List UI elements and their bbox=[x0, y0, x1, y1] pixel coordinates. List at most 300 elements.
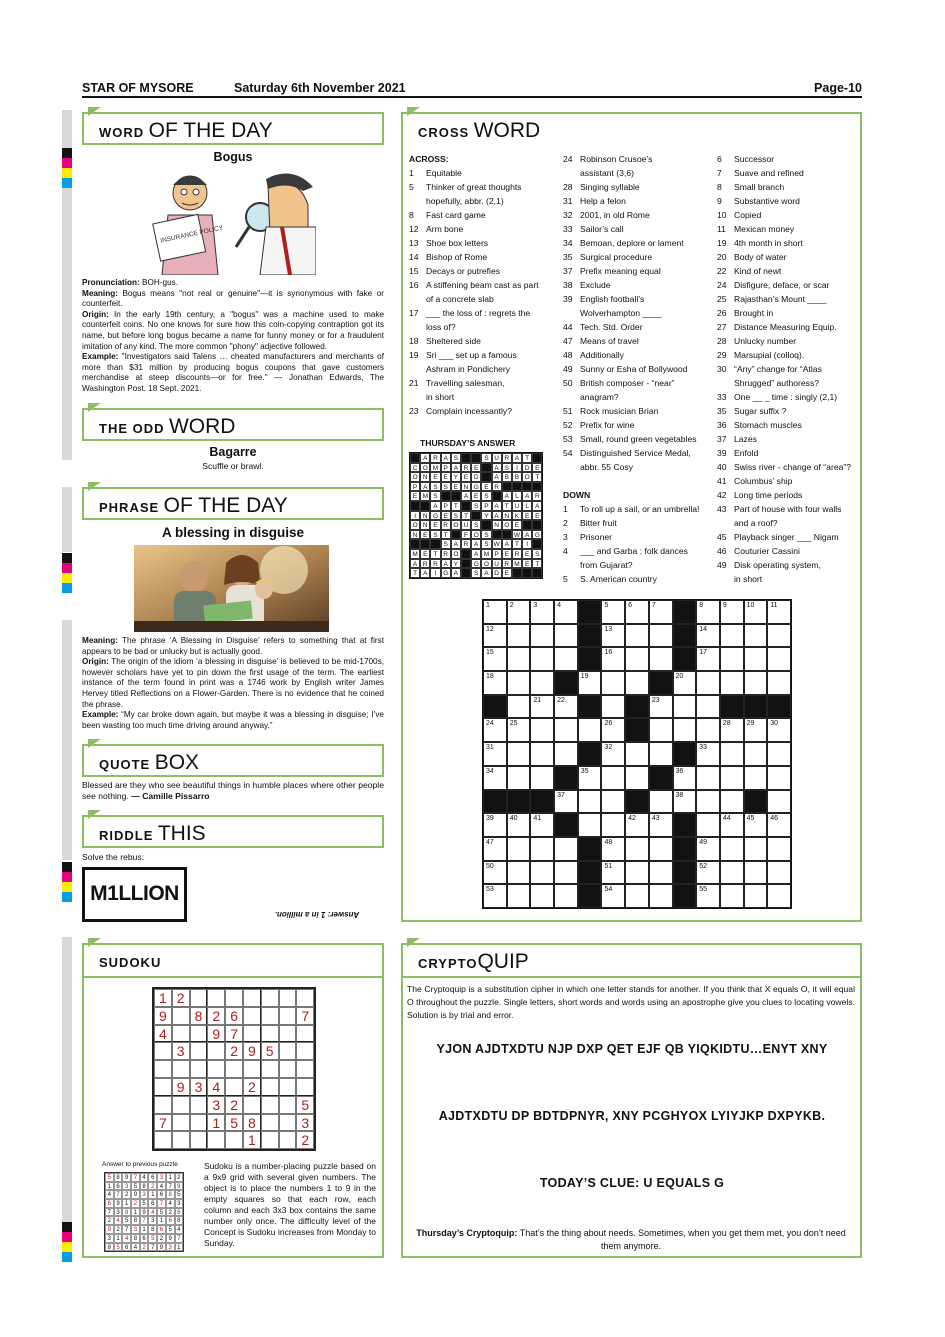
sudoku-cell[interactable] bbox=[207, 1042, 225, 1060]
crossword-cell[interactable] bbox=[507, 813, 531, 837]
cell-number: 13 bbox=[604, 625, 613, 633]
crossword-cell[interactable] bbox=[720, 861, 744, 885]
crossword-cell[interactable] bbox=[578, 718, 602, 742]
answer-cell: 3 bbox=[105, 1234, 114, 1243]
crossword-cell[interactable] bbox=[744, 813, 768, 837]
cell-number: 32 bbox=[604, 744, 613, 752]
crossword-cell[interactable] bbox=[601, 718, 625, 742]
sudoku-cell[interactable] bbox=[296, 1078, 314, 1096]
answer-cell: I bbox=[430, 568, 440, 578]
answer-cell: 2 bbox=[148, 1182, 157, 1191]
answer-cell: O bbox=[410, 520, 420, 530]
crossword-cell[interactable] bbox=[625, 624, 649, 648]
sudoku-cell[interactable]: 7 bbox=[296, 1007, 314, 1025]
clue bbox=[717, 474, 859, 488]
crossword-cell[interactable] bbox=[601, 790, 625, 814]
answer-cell: 5 bbox=[114, 1243, 123, 1252]
crossword-cell[interactable] bbox=[601, 647, 625, 671]
header-small: CRYPTO bbox=[418, 956, 478, 971]
sudoku-cell[interactable]: 6 bbox=[225, 1007, 243, 1025]
sudoku-cell[interactable] bbox=[172, 1131, 190, 1149]
crossword-cell[interactable] bbox=[673, 718, 697, 742]
crossword-cell[interactable] bbox=[507, 861, 531, 885]
crossword-cell[interactable] bbox=[554, 718, 578, 742]
crossword-cell[interactable] bbox=[744, 647, 768, 671]
crossword-cell[interactable] bbox=[744, 884, 768, 908]
crossword-cell[interactable] bbox=[483, 884, 507, 908]
crossword-cell[interactable] bbox=[696, 813, 720, 837]
clue bbox=[409, 278, 559, 292]
crossword-cell[interactable] bbox=[507, 742, 531, 766]
crossword-cell[interactable] bbox=[673, 790, 697, 814]
answer-cell: F bbox=[461, 530, 471, 540]
crossword-cell[interactable] bbox=[720, 766, 744, 790]
sudoku-cell[interactable]: 1 bbox=[243, 1131, 261, 1149]
answer-cell: W bbox=[492, 539, 502, 549]
sudoku-cell[interactable] bbox=[172, 1025, 190, 1043]
crossword-cell[interactable] bbox=[483, 600, 507, 624]
answer-cell: R bbox=[430, 559, 440, 569]
sudoku-cell[interactable] bbox=[207, 1060, 225, 1078]
answer-cell: 2 bbox=[105, 1216, 114, 1225]
sudoku-cell[interactable]: 3 bbox=[190, 1078, 208, 1096]
crossword-cell[interactable] bbox=[696, 884, 720, 908]
crossword-cell[interactable] bbox=[601, 837, 625, 861]
clue-number: 8 bbox=[409, 210, 414, 220]
crossword-cell[interactable] bbox=[696, 718, 720, 742]
sudoku-cell[interactable] bbox=[190, 1060, 208, 1078]
clue-number: 49 bbox=[563, 364, 573, 374]
sudoku-cell[interactable]: 3 bbox=[296, 1114, 314, 1132]
sudoku-cell[interactable]: 8 bbox=[190, 1007, 208, 1025]
sudoku-cell[interactable] bbox=[225, 989, 243, 1007]
crossword-cell[interactable] bbox=[530, 884, 554, 908]
sudoku-cell[interactable]: 3 bbox=[172, 1042, 190, 1060]
sudoku-cell[interactable]: 5 bbox=[225, 1114, 243, 1132]
sudoku-cell[interactable] bbox=[296, 989, 314, 1007]
cell-number: 41 bbox=[533, 815, 542, 823]
sudoku-cell[interactable] bbox=[154, 1131, 172, 1149]
clue bbox=[717, 334, 859, 348]
clue-number: 48 bbox=[563, 350, 573, 360]
clue bbox=[563, 432, 713, 446]
sudoku-cell[interactable]: 9 bbox=[172, 1078, 190, 1096]
answer-cell: L bbox=[522, 501, 532, 511]
clue bbox=[409, 236, 559, 250]
clue-text: Distance Measuring Equip. bbox=[734, 322, 837, 332]
clue-number: 45 bbox=[717, 532, 727, 542]
sudoku-cell[interactable]: 7 bbox=[154, 1114, 172, 1132]
sudoku-cell[interactable]: 2 bbox=[243, 1078, 261, 1096]
crossword-cell[interactable] bbox=[601, 884, 625, 908]
crossword-cell[interactable] bbox=[483, 647, 507, 671]
crossword-cell[interactable] bbox=[744, 671, 768, 695]
sudoku-cell[interactable] bbox=[279, 989, 297, 1007]
crossword-cell[interactable] bbox=[649, 742, 673, 766]
crossword-cell[interactable] bbox=[530, 742, 554, 766]
sudoku-cell[interactable]: 2 bbox=[172, 989, 190, 1007]
crossword-cell[interactable] bbox=[507, 600, 531, 624]
crossword-cell[interactable] bbox=[530, 671, 554, 695]
sudoku-cell[interactable] bbox=[279, 1131, 297, 1149]
crossword-cell[interactable] bbox=[625, 813, 649, 837]
answer-cell: 7 bbox=[131, 1173, 140, 1182]
answer-cell: 1 bbox=[105, 1182, 114, 1191]
crossword-cell[interactable] bbox=[649, 600, 673, 624]
clue-number: 15 bbox=[409, 266, 419, 276]
sudoku-cell[interactable] bbox=[279, 1025, 297, 1043]
answer-cell: P bbox=[481, 501, 491, 511]
crossword-cell[interactable] bbox=[530, 837, 554, 861]
sudoku-cell[interactable]: 9 bbox=[207, 1025, 225, 1043]
crossword-cell[interactable] bbox=[649, 695, 673, 719]
sudoku-cell[interactable] bbox=[207, 1131, 225, 1149]
answer-cell: 8 bbox=[166, 1190, 175, 1199]
crossword-cell[interactable] bbox=[696, 695, 720, 719]
crossword-cell[interactable] bbox=[601, 861, 625, 885]
crossword-cell[interactable] bbox=[767, 671, 791, 695]
sudoku-cell[interactable] bbox=[261, 1096, 279, 1114]
crossword-cell[interactable] bbox=[507, 647, 531, 671]
crossword-cell[interactable] bbox=[673, 695, 697, 719]
answer-cell: N bbox=[420, 472, 430, 482]
crossword-grid[interactable] bbox=[482, 599, 792, 909]
crossword-cell[interactable] bbox=[673, 671, 697, 695]
crossword-cell[interactable] bbox=[744, 600, 768, 624]
crossword-cell[interactable] bbox=[744, 718, 768, 742]
crossword-cell[interactable] bbox=[530, 600, 554, 624]
sudoku-cell[interactable] bbox=[296, 1042, 314, 1060]
crossword-cell[interactable] bbox=[720, 790, 744, 814]
crossword-cell[interactable] bbox=[507, 766, 531, 790]
sudoku-cell[interactable]: 3 bbox=[207, 1096, 225, 1114]
sudoku-cell[interactable] bbox=[154, 1060, 172, 1078]
sudoku-cell[interactable] bbox=[190, 1042, 208, 1060]
crossword-cell[interactable] bbox=[601, 813, 625, 837]
crossword-cell[interactable] bbox=[696, 624, 720, 648]
crossword-cell[interactable] bbox=[696, 647, 720, 671]
crossword-cell[interactable] bbox=[767, 624, 791, 648]
header-large: OF THE DAY bbox=[163, 494, 288, 517]
crossword-cell[interactable] bbox=[720, 600, 744, 624]
sudoku-cell[interactable] bbox=[154, 1078, 172, 1096]
cell-number: 46 bbox=[770, 815, 779, 823]
crossword-cell[interactable] bbox=[649, 861, 673, 885]
registration-mark bbox=[62, 1222, 72, 1262]
crossword-cell[interactable] bbox=[744, 624, 768, 648]
crossword-cell[interactable] bbox=[530, 861, 554, 885]
crossword-cell[interactable] bbox=[554, 624, 578, 648]
sudoku-cell[interactable] bbox=[261, 1078, 279, 1096]
crossword-cell[interactable] bbox=[696, 600, 720, 624]
crossword-cell[interactable] bbox=[649, 624, 673, 648]
crossword-cell[interactable] bbox=[601, 742, 625, 766]
sudoku-cell[interactable]: 8 bbox=[243, 1114, 261, 1132]
sudoku-cell[interactable] bbox=[243, 1025, 261, 1043]
sudoku-cell[interactable] bbox=[190, 1131, 208, 1149]
crossword-cell[interactable] bbox=[507, 884, 531, 908]
answer-cell: S bbox=[430, 530, 440, 540]
answer-cell: 9 bbox=[166, 1234, 175, 1243]
crossword-cell[interactable] bbox=[625, 884, 649, 908]
answer-cell: 7 bbox=[122, 1225, 131, 1234]
sudoku-cell[interactable] bbox=[279, 1114, 297, 1132]
header-flag bbox=[88, 403, 101, 412]
crossword-cell[interactable] bbox=[649, 884, 673, 908]
crossword-cell[interactable] bbox=[483, 861, 507, 885]
masthead bbox=[82, 80, 862, 98]
answer-cell bbox=[471, 511, 481, 521]
answer-cell: 9 bbox=[140, 1208, 149, 1217]
crossword-cell[interactable] bbox=[625, 766, 649, 790]
crossword-cell[interactable] bbox=[720, 813, 744, 837]
crossword-cell[interactable] bbox=[507, 671, 531, 695]
sudoku-cell[interactable] bbox=[243, 1007, 261, 1025]
answer-cell bbox=[430, 539, 440, 549]
crossword-cell[interactable] bbox=[767, 766, 791, 790]
sudoku-cell[interactable] bbox=[154, 1096, 172, 1114]
crossword-cell[interactable] bbox=[625, 742, 649, 766]
sudoku-cell[interactable] bbox=[172, 1096, 190, 1114]
cell-number: 36 bbox=[675, 767, 684, 775]
sudoku-cell[interactable] bbox=[243, 1060, 261, 1078]
sudoku-cell[interactable] bbox=[279, 1060, 297, 1078]
crossword-cell[interactable] bbox=[578, 790, 602, 814]
sudoku-cell[interactable]: 2 bbox=[296, 1131, 314, 1149]
crossword-cell[interactable] bbox=[601, 600, 625, 624]
sudoku-cell[interactable] bbox=[261, 1060, 279, 1078]
sudoku-cell[interactable] bbox=[261, 1114, 279, 1132]
clue-number: 54 bbox=[563, 448, 573, 458]
crossword-cell[interactable] bbox=[483, 742, 507, 766]
crossword-cell[interactable] bbox=[649, 837, 673, 861]
crossword-cell[interactable] bbox=[601, 766, 625, 790]
sudoku-cell[interactable] bbox=[172, 1114, 190, 1132]
clue bbox=[717, 404, 859, 418]
sudoku-cell[interactable] bbox=[172, 1060, 190, 1078]
crossword-cell[interactable] bbox=[483, 671, 507, 695]
crossword-cell[interactable] bbox=[601, 671, 625, 695]
cell-number: 52 bbox=[699, 862, 707, 870]
answer-cell: S bbox=[451, 453, 461, 463]
sudoku-cell[interactable] bbox=[190, 1025, 208, 1043]
crossword-cell[interactable] bbox=[483, 813, 507, 837]
crossword-cell[interactable] bbox=[673, 766, 697, 790]
answer-cell: 6 bbox=[157, 1190, 166, 1199]
answer-cell: 6 bbox=[114, 1182, 123, 1191]
crossword-cell[interactable] bbox=[696, 742, 720, 766]
clue-number: 50 bbox=[563, 378, 573, 388]
answer-cell: 6 bbox=[148, 1199, 157, 1208]
crossword-cell[interactable] bbox=[625, 837, 649, 861]
crossword-cell[interactable] bbox=[578, 766, 602, 790]
crossword-cell[interactable] bbox=[483, 766, 507, 790]
crossword-cell[interactable] bbox=[649, 718, 673, 742]
crossword-cell[interactable] bbox=[767, 790, 791, 814]
crossword-cell[interactable] bbox=[767, 718, 791, 742]
crossword-cell[interactable] bbox=[578, 671, 602, 695]
crossword-cell[interactable] bbox=[744, 766, 768, 790]
clue-text: Disfigure, deface, or scar bbox=[734, 280, 830, 290]
crossword-cell[interactable] bbox=[625, 647, 649, 671]
sudoku-cell[interactable] bbox=[225, 1078, 243, 1096]
sudoku-cell[interactable] bbox=[225, 1131, 243, 1149]
sudoku-cell[interactable] bbox=[190, 989, 208, 1007]
crossword-cell[interactable] bbox=[744, 861, 768, 885]
clue-number: 40 bbox=[717, 462, 727, 472]
crossword-cell[interactable] bbox=[530, 624, 554, 648]
crossword-cell[interactable] bbox=[720, 671, 744, 695]
answer-cell bbox=[492, 491, 502, 501]
answer-cell bbox=[461, 568, 471, 578]
crossword-cell[interactable] bbox=[696, 861, 720, 885]
sudoku-cell[interactable]: 5 bbox=[296, 1096, 314, 1114]
crossword-cell[interactable] bbox=[530, 695, 554, 719]
cell-number: 35 bbox=[580, 767, 589, 775]
sudoku-cell[interactable] bbox=[225, 1060, 243, 1078]
sudoku-cell[interactable] bbox=[279, 1078, 297, 1096]
crossword-cell[interactable] bbox=[720, 837, 744, 861]
sudoku-cell[interactable] bbox=[154, 1042, 172, 1060]
clue-text: S. American country bbox=[580, 574, 657, 584]
crossword-cell[interactable] bbox=[554, 600, 578, 624]
answer-cell: A bbox=[430, 501, 440, 511]
crossword-cell[interactable] bbox=[483, 718, 507, 742]
crossword-cell[interactable] bbox=[696, 790, 720, 814]
crossword-cell[interactable] bbox=[649, 813, 673, 837]
crossword-cell[interactable] bbox=[720, 647, 744, 671]
crossword-cell[interactable] bbox=[530, 718, 554, 742]
clue bbox=[563, 390, 713, 404]
sudoku-cell[interactable] bbox=[243, 1096, 261, 1114]
sudoku-cell[interactable]: 9 bbox=[243, 1042, 261, 1060]
crossword-cell[interactable] bbox=[483, 837, 507, 861]
crossword-cell[interactable] bbox=[720, 718, 744, 742]
answer-cell bbox=[461, 453, 471, 463]
crossword-cell[interactable] bbox=[530, 813, 554, 837]
crossword-cell[interactable] bbox=[554, 695, 578, 719]
sudoku-cell[interactable] bbox=[243, 989, 261, 1007]
crossword-cell[interactable] bbox=[507, 718, 531, 742]
sudoku-cell[interactable]: 7 bbox=[225, 1025, 243, 1043]
clue-text: Swiss river - change of “area”? bbox=[734, 462, 852, 472]
crossword-cell[interactable] bbox=[507, 624, 531, 648]
clue bbox=[409, 348, 559, 362]
sudoku-cell[interactable]: 9 bbox=[154, 1007, 172, 1025]
black-square bbox=[578, 884, 602, 908]
crossword-cell[interactable] bbox=[767, 884, 791, 908]
sudoku-cell[interactable]: 2 bbox=[225, 1042, 243, 1060]
sudoku-cell[interactable]: 2 bbox=[207, 1007, 225, 1025]
sudoku-cell[interactable] bbox=[261, 1007, 279, 1025]
cell-number: 39 bbox=[486, 815, 494, 823]
sudoku-cell[interactable] bbox=[279, 1042, 297, 1060]
crossword-cell[interactable] bbox=[720, 624, 744, 648]
cell-number: 15 bbox=[486, 649, 494, 657]
crossword-cell[interactable] bbox=[625, 671, 649, 695]
answer-cell: 1 bbox=[157, 1216, 166, 1225]
sudoku-cell[interactable]: 1 bbox=[154, 989, 172, 1007]
black-square bbox=[673, 837, 697, 861]
sudoku-cell[interactable]: 2 bbox=[225, 1096, 243, 1114]
answer-cell: Y bbox=[451, 559, 461, 569]
crossword-cell[interactable] bbox=[744, 837, 768, 861]
answer-cell: 3 bbox=[175, 1199, 184, 1208]
crossword-cell[interactable] bbox=[530, 766, 554, 790]
crossword-cell[interactable] bbox=[720, 884, 744, 908]
sudoku-cell[interactable] bbox=[279, 1007, 297, 1025]
crossword-cell[interactable] bbox=[578, 813, 602, 837]
clue-text: English football’s bbox=[580, 294, 645, 304]
crossword-cell[interactable] bbox=[554, 647, 578, 671]
sudoku-cell[interactable] bbox=[279, 1096, 297, 1114]
crossword-cell[interactable] bbox=[625, 861, 649, 885]
crossword-cell[interactable] bbox=[554, 790, 578, 814]
margin-bar bbox=[62, 620, 72, 860]
crossword-cell[interactable] bbox=[649, 647, 673, 671]
clue bbox=[409, 334, 559, 348]
crossword-cell[interactable] bbox=[483, 624, 507, 648]
sudoku-cell[interactable]: 5 bbox=[261, 1042, 279, 1060]
sudoku-cell[interactable]: 4 bbox=[154, 1025, 172, 1043]
sudoku-cell[interactable] bbox=[190, 1114, 208, 1132]
crossword-cell[interactable] bbox=[507, 837, 531, 861]
crossword-cell[interactable] bbox=[744, 742, 768, 766]
crossword-cell[interactable] bbox=[767, 647, 791, 671]
sudoku-cell[interactable] bbox=[261, 1025, 279, 1043]
sudoku-grid[interactable] bbox=[152, 987, 316, 1151]
crossword-cell[interactable] bbox=[767, 813, 791, 837]
crossword-cell[interactable] bbox=[649, 790, 673, 814]
sudoku-cell[interactable] bbox=[172, 1007, 190, 1025]
sudoku-cell[interactable] bbox=[296, 1025, 314, 1043]
clue bbox=[717, 516, 859, 530]
sudoku-cell[interactable] bbox=[261, 989, 279, 1007]
sudoku-cell[interactable]: 1 bbox=[207, 1114, 225, 1132]
crossword-cell[interactable] bbox=[554, 884, 578, 908]
answer-cell: I bbox=[410, 511, 420, 521]
clue-number: 2 bbox=[563, 518, 568, 528]
crossword-cell[interactable] bbox=[554, 861, 578, 885]
sudoku-cell[interactable] bbox=[207, 989, 225, 1007]
crossword-cell[interactable] bbox=[601, 624, 625, 648]
crossword-cell[interactable] bbox=[767, 861, 791, 885]
crossword-cell[interactable] bbox=[767, 837, 791, 861]
crossword-cell[interactable] bbox=[530, 647, 554, 671]
cell-number: 22 bbox=[557, 696, 565, 704]
sudoku-cell[interactable]: 4 bbox=[207, 1078, 225, 1096]
crossword-cell[interactable] bbox=[625, 600, 649, 624]
crossword-cell[interactable] bbox=[767, 742, 791, 766]
answer-cell: I bbox=[522, 539, 532, 549]
crossword-cell[interactable] bbox=[507, 695, 531, 719]
answer-cell: R bbox=[502, 559, 512, 569]
crossword-cell[interactable] bbox=[554, 742, 578, 766]
crossword-cell[interactable] bbox=[696, 671, 720, 695]
crossword-cell[interactable] bbox=[720, 742, 744, 766]
answer-cell: S bbox=[481, 453, 491, 463]
crossword-cell[interactable] bbox=[696, 837, 720, 861]
crossword-cell[interactable] bbox=[554, 837, 578, 861]
crossword-cell[interactable] bbox=[696, 766, 720, 790]
crossword-cell[interactable] bbox=[767, 600, 791, 624]
sudoku-cell[interactable] bbox=[296, 1060, 314, 1078]
clue-number: 28 bbox=[717, 336, 727, 346]
sudoku-cell[interactable] bbox=[261, 1131, 279, 1149]
black-square bbox=[578, 837, 602, 861]
sudoku-cell[interactable] bbox=[190, 1096, 208, 1114]
crossword-cell[interactable] bbox=[601, 695, 625, 719]
